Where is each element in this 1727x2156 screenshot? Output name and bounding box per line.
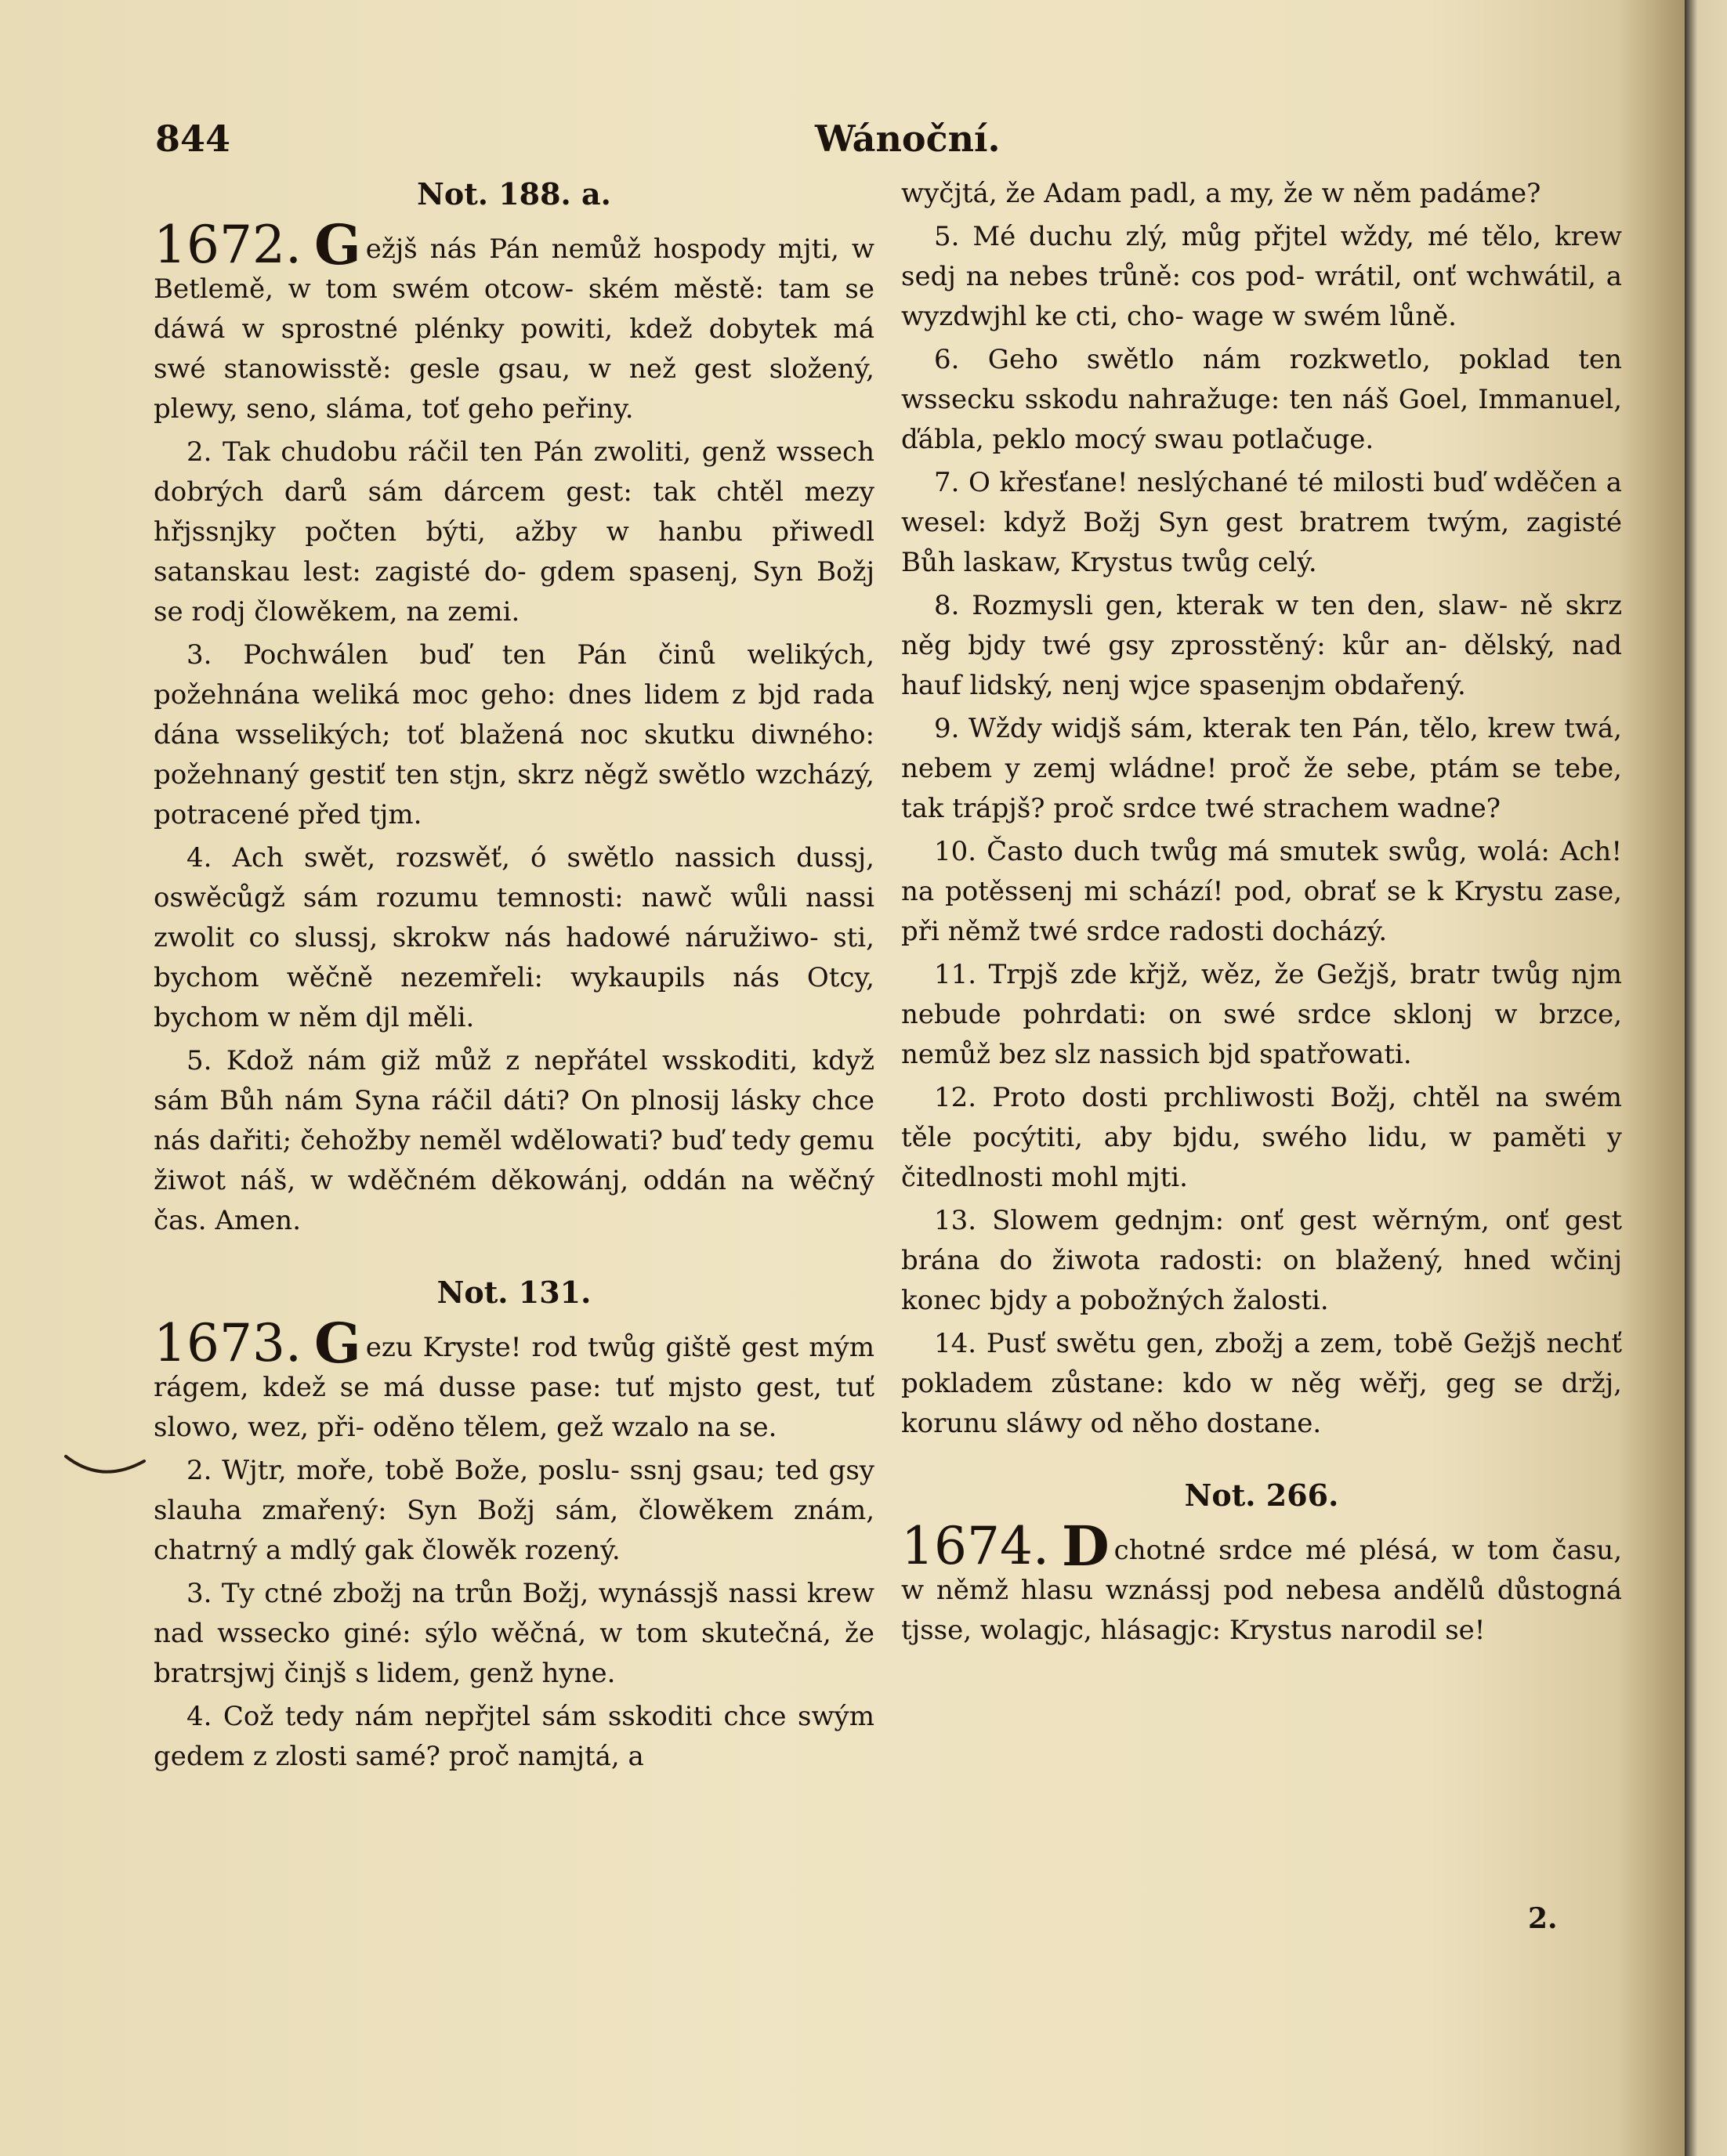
melody-reference: Not. 131. — [436, 1275, 592, 1310]
hymn-verse: 8. Rozmysli gen, kterak w ten den, slaw- ně skrz něg bjdy twé gsy zprosstěný: kůr an- dělský, nad hauf lidský, nenj wjce spasenjm obdařený. — [901, 590, 1622, 701]
hymn-number: 1672. — [154, 215, 302, 275]
verse-text: chotné srdce mé plésá, w tom času, w němž hlasu wznássj pod nebesa andělů důstogná tjsse, wolagjc, hlásagjc: Krystus narodil se! — [901, 1535, 1622, 1646]
hymn-verse: 4. Což tedy nám nepřjtel sám sskoditi chce swým gedem z zlosti samé? proč namjtá, a — [154, 1701, 874, 1772]
margin-pencil-mark-icon — [63, 1445, 149, 1492]
hymn-verse: 13. Slowem gednjm: onť gest wěrným, onť gest brána do žiwota radosti: on blažený, hned wčinj konec bjdy a pobožných žalosti. — [901, 1205, 1622, 1316]
verse-text: ezu Kryste! rod twůg giště gest mým rágem, kdež se má dusse pase: tuť mjsto gest, tuť slowo, wez, při- oděno tělem, gež wzalo na se. — [154, 1332, 874, 1443]
hymn-verse: 5. Kdož nám giž můž z nepřátel wsskoditi, když sám Bůh nám Syna ráčil dáti? On plnosij lásky chce nás dařiti; čehožby neměl wdělowati? buď tedy gemu žiwot náš, w wděčném děkowánj, oddán na wěčný čas. Amen. — [154, 1045, 874, 1236]
hymn-verse: 11. Trpjš zde křjž, wěz, že Gežjš, bratr twůg njm nebude pohrdati: on swé srdce sklonj w brzce, nemůž bez slz nassich bjd spatřowati. — [901, 959, 1622, 1070]
hymn-verse: 4. Ach swět, rozswěť, ó swětlo nassich dussj, oswěcůgž sám rozumu temnosti: nawč wůli nassi zwolit co slussj, skrokw nás hadowé náružiwo- sti, bychom wěčně nezemřeli: wykaupils nás Otcy, bychom w něm djl měli. — [154, 842, 874, 1033]
initial-letter: D — [1061, 1514, 1110, 1579]
hymn-1672 — [154, 212, 874, 1241]
initial-letter: G — [313, 212, 361, 277]
hymn-verse-1 — [154, 212, 874, 429]
verse-text: ežjš nás Pán nemůž hospody mjti, w Betlemě, w tom swém otcow- ském městě: tam se dáwá w sprostné plénky powiti, kdež dobytek má swé stanowisstě: gesle gsau, w než gest složený, plewy, seno, sláma, toť geho peřiny. — [154, 233, 874, 425]
hymn-verse: 12. Proto dosti prchliwosti Božj, chtěl na swém těle pocýtiti, aby bjdu, swého lidu, w paměti y čitedlnosti mohl mjti. — [901, 1082, 1622, 1193]
hymn-verse: 6. Geho swětlo nám rozkwetlo, poklad ten wssecku sskodu nahražuge: ten náš Goel, Immanuel, ďábla, peklo mocý swau potlačuge. — [901, 344, 1622, 455]
catchword: 2. — [1528, 1902, 1558, 1935]
verse-continuation: wyčjtá, že Adam padl, a my, že w něm padáme? — [901, 178, 1541, 209]
hymn-number: 1674. — [901, 1516, 1049, 1576]
initial-letter: G — [313, 1311, 361, 1376]
hymn-verse: 3. Ty ctné zbožj na trůn Božj, wynássjš nassi krew nad wssecko giné: sýlo wěčná, w tom skutečná, že bratrsjwj činjš s lidem, genž hyne. — [154, 1578, 874, 1689]
adjacent-page-edge — [1685, 0, 1727, 2156]
hymn-verse: 5. Mé duchu zlý, můg přjtel wždy, mé tělo, krew sedj na nebes trůně: cos pod- wrátil, onť wchwátil, a wyzdwjhl ke cti, cho- wage w swém lůně. — [901, 221, 1622, 332]
hymn-verse: 2. Tak chudobu ráčil ten Pán zwoliti, genž wssech dobrých darů sám dárcem gest: tak chtěl mezy hřjssnjky počten býti, ažby w hanbu přiwedl satanskau lest: zagisté do- gdem spasenj, Syn Božj se rodj člowěkem, na zemi. — [154, 436, 874, 628]
left-column — [154, 174, 874, 1789]
running-title: Wánoční. — [815, 118, 1001, 160]
hymn-verse-1 — [154, 1311, 874, 1448]
hymn-verse: 3. Pochwálen buď ten Pán činů welikých, požehnána weliká moc geho: dnes lidem z bjd rada dána wsselikých; toť blažená noc skutku diwného: požehnaný gestiť ten stjn, skrz něgž swětlo wzcházý, potracené před tjm. — [154, 639, 874, 830]
hymn-verse: 9. Wždy widjš sám, kterak ten Pán, tělo, krew twá, nebem y zemj wládne! proč že sebe, ptám se tebe, tak trápjš? proč srdce twé strachem wadne? — [901, 713, 1622, 824]
page-number: 844 — [155, 118, 231, 160]
melody-reference: Not. 188. a. — [417, 176, 611, 212]
hymn-verse: 2. Wjtr, moře, tobě Bože, poslu- ssnj gsau; ted gsy slauha zmařený: Syn Božj sám, člowěkem znám, chatrný a mdlý gak člowěk rozený. — [154, 1455, 874, 1566]
hymn-verse-1 — [901, 1514, 1622, 1651]
hymn-1673 — [154, 1311, 874, 1777]
hymn-verse: 14. Pusť swětu gen, zbožj a zem, tobě Gežjš nechť pokladem zůstane: kdo w něg wěřj, geg se držj, korunu sláwy od něho dostane. — [901, 1328, 1622, 1439]
hymn-verse: 7. O křesťane! neslýchané té milosti buď wděčen a wesel: když Božj Syn gest bratrem twým, zagisté Bůh laskaw, Krystus twůg celý. — [901, 467, 1622, 578]
hymn-verse: 10. Často duch twůg má smutek swůg, wolá: Ach! na potěssenj mi schází! pod, obrať se k Krystu zase, při němž twé srdce radosti docházý. — [901, 836, 1622, 947]
right-column — [901, 174, 1622, 1663]
melody-reference: Not. 266. — [1184, 1478, 1339, 1513]
hymn-1674 — [901, 1514, 1622, 1651]
hymn-number: 1673. — [154, 1313, 302, 1373]
